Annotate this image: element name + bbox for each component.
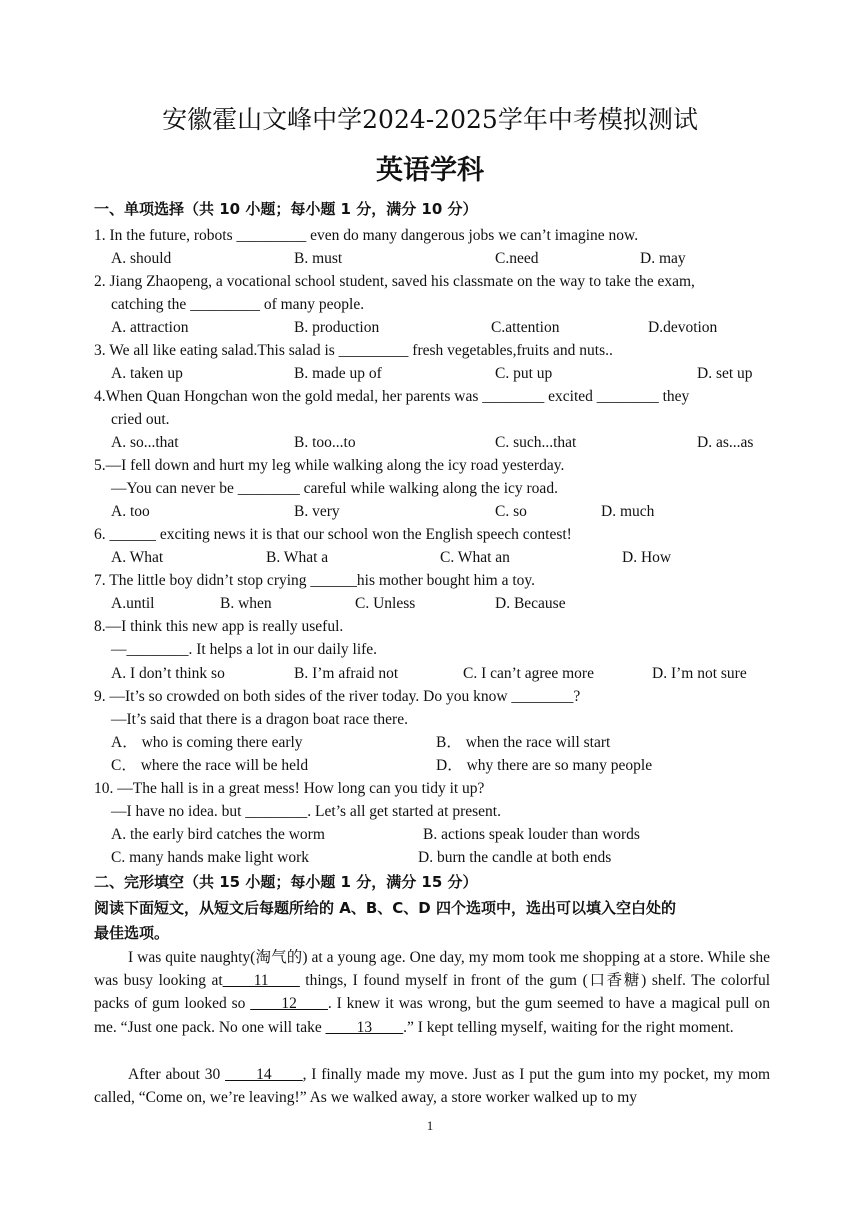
question-stem: 1. In the future, robots _________ even do many dangerous jobs we can’t imagine now. [94, 227, 639, 244]
question-stem: 5.—I fell down and hurt my leg while walking along the icy road yesterday. [94, 457, 565, 474]
option-d: D. burn the candle at both ends [418, 849, 612, 866]
option-a: A． who is coming there early [111, 734, 303, 751]
passage-text: things, I found myself in front of the gum (口香糖) shelf. The colorful packs of gum looked so [94, 972, 770, 1013]
passage-text: , I finally made my move. Just as I put the gum into my pocket, my mom called, “Come on, we’re leaving!” As we walked away, a store worker walked up to my [94, 1066, 771, 1107]
passage-paragraph-2 [94, 1063, 770, 1109]
question-stem: 9. —It’s so crowded on both sides of the river today. Do you know ________? [94, 688, 581, 705]
passage-text: After about 30 [128, 1066, 226, 1083]
question-stem: 4.When Quan Hongchan won the gold medal, her parents was ________ excited ________ they [94, 388, 690, 405]
option-c: C. so [495, 503, 527, 520]
option-a: A. attraction [111, 319, 189, 336]
option-a: A. taken up [111, 365, 183, 382]
passage-text: .” I kept telling myself, waiting for the right moment. [403, 1018, 734, 1036]
option-b: B. What a [266, 549, 329, 566]
option-c: C. What an [440, 549, 510, 566]
option-d: D. I’m not sure [652, 665, 747, 682]
option-b: B. made up of [294, 365, 382, 382]
option-c: C. put up [495, 365, 553, 382]
cloze-instruction-continued: 最佳选项。 [94, 924, 170, 942]
passage-paragraph-1 [94, 946, 770, 1039]
question-stem: 10. —The hall is in a great mess! How long can you tidy it up? [94, 780, 485, 797]
option-b: B. too...to [294, 434, 356, 451]
option-c: C． where the race will be held [111, 757, 309, 774]
question-stem: 6. ______ exciting news it is that our school won the English speech contest! [94, 526, 572, 543]
option-c: C.need [495, 250, 539, 267]
question-stem: 3. We all like eating salad.This salad is _________ fresh vegetables,fruits and nuts.. [94, 342, 613, 359]
option-d: D． why there are so many people [436, 757, 653, 774]
question-stem: 7. The little boy didn’t stop crying ______his mother bought him a toy. [94, 572, 536, 589]
question-stem: 8.—I think this new app is really useful. [94, 618, 344, 635]
option-c: C. such...that [495, 434, 577, 451]
option-b: B. very [294, 503, 340, 520]
option-c: C.attention [491, 319, 560, 336]
option-a: A. What [111, 549, 164, 566]
blank-12: ____12____ [250, 995, 328, 1013]
option-c: C. many hands make light work [111, 849, 310, 866]
option-d: D.devotion [648, 319, 718, 336]
exam-title: 安徽霍山文峰中学2024-2025学年中考模拟测试 [162, 105, 698, 134]
option-a: A. so...that [111, 434, 179, 451]
option-a: A. I don’t think so [111, 665, 225, 682]
blank-13: ____13____ [325, 1018, 404, 1036]
option-d: D. How [622, 549, 672, 566]
option-b: B． when the race will start [436, 734, 611, 751]
question-stem: 2. Jiang Zhaopeng, a vocational school student, saved his classmate on the way to take the exam, [94, 273, 695, 290]
question-stem-continued: cried out. [111, 411, 170, 428]
option-d: D. as...as [697, 434, 754, 451]
question-stem-continued: —I have no idea. but ________. Let’s all get started at present. [111, 803, 501, 820]
option-b: B. I’m afraid not [294, 665, 399, 682]
question-stem-continued: —________. It helps a lot in our daily life. [111, 641, 378, 658]
option-a: A. should [111, 250, 172, 267]
option-b: B. must [294, 250, 343, 267]
option-b: B. actions speak louder than words [423, 826, 640, 843]
section-heading-single-choice: 一、单项选择（共 10 小题；每小题 1 分，满分 10 分） [94, 200, 478, 218]
page-number: 1 [426, 1118, 434, 1133]
option-c: C. Unless [355, 595, 416, 612]
option-d: D. Because [495, 595, 566, 612]
question-stem-continued: catching the _________ of many people. [111, 296, 365, 313]
question-stem-continued: —It’s said that there is a dragon boat race there. [111, 711, 408, 728]
option-d: D. may [640, 250, 686, 267]
passage-text: I was quite naughty(淘气的) at a young age. One day, my mom took me shopping at a store. While she was busy looking at [94, 949, 770, 990]
option-d: D. much [601, 503, 655, 520]
cloze-instruction: 阅读下面短文，从短文后每题所给的 A、B、C、D 四个选项中，选出可以填入空白处的 [94, 899, 676, 917]
option-c: C. I can’t agree more [463, 665, 594, 682]
blank-14: ____14____ [225, 1066, 303, 1083]
passage-text: . I knew it was wrong, but the gum seemed to have a magical pull on me. “Just one pack. No one will take [94, 995, 770, 1036]
option-d: D. set up [697, 365, 753, 382]
option-b: B. when [220, 595, 272, 612]
option-a: A. the early bird catches the worm [111, 826, 325, 843]
question-stem-continued: —You can never be ________ careful while walking along the icy road. [111, 480, 558, 497]
option-a: A. too [111, 503, 150, 520]
option-b: B. production [294, 319, 380, 336]
section-heading-cloze: 二、完形填空（共 15 小题；每小题 1 分，满分 15 分） [94, 873, 478, 891]
subject-title: 英语学科 [376, 155, 484, 186]
blank-11: ____11____ [222, 972, 300, 990]
option-a: A.until [111, 595, 155, 612]
